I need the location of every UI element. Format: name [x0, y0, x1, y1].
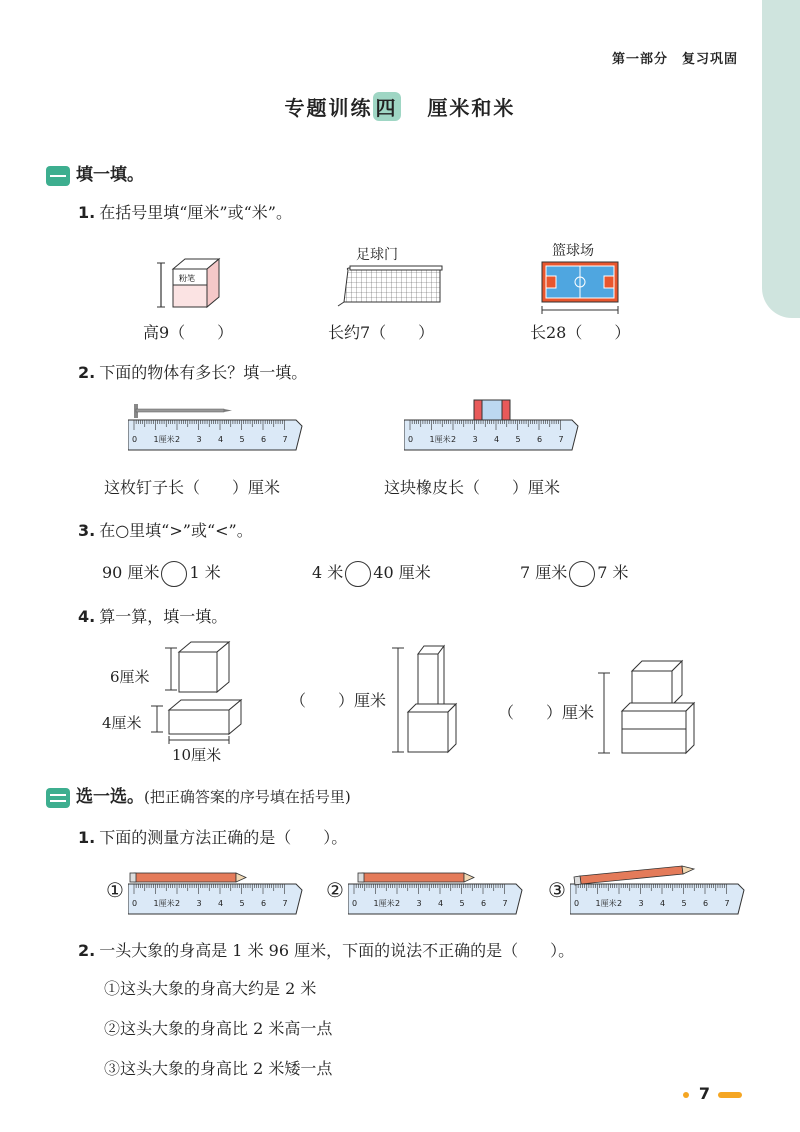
compare-left: 90 厘米 — [102, 563, 160, 582]
ruler-tick-label: 1厘米 — [595, 899, 617, 908]
ruler-tick-label: 2 — [617, 899, 623, 908]
ruler-option-2 — [348, 862, 523, 922]
answer-stack-2: （ ）厘米 — [290, 691, 387, 710]
label-4cm: 4厘米 — [102, 714, 142, 732]
choice-1: ①这头大象的身高大约是 2 米 — [104, 979, 317, 998]
ruler-tick-label: 1厘米 — [153, 899, 175, 908]
q-text: 下面的测量方法正确的是（ ）。 — [99, 828, 348, 847]
ruler-tick-label: 3 — [196, 899, 202, 908]
compare-left: 4 米 — [312, 563, 344, 582]
stack-figure-3 — [598, 655, 698, 755]
option-2: ② — [326, 878, 344, 902]
ruler-tick-label: 1厘米 — [373, 899, 395, 908]
stack-figure-2 — [392, 640, 467, 755]
title-number: 四 — [373, 92, 401, 121]
compare-left: 7 厘米 — [520, 563, 568, 582]
ruler-tick-label: 6 — [261, 899, 267, 908]
page-title — [0, 92, 800, 121]
ruler-tick-label: 5 — [681, 899, 687, 908]
answer-goal: 长约7（ ） — [328, 323, 435, 342]
part2-heading — [46, 782, 351, 808]
option-3: ③ — [548, 878, 566, 902]
ruler-tick-label: 3 — [416, 899, 422, 908]
ruler-tick-label: 7 — [282, 435, 288, 444]
ruler-tick-label: 0 — [574, 899, 580, 908]
ruler-tick-label: 0 — [352, 899, 358, 908]
answer-nail: 这枚钉子长（ ）厘米 — [104, 478, 281, 497]
ruler-tick-label: 4 — [660, 899, 666, 908]
ruler-tick-label: 7 — [282, 899, 288, 908]
ruler-tick-label: 3 — [196, 435, 202, 444]
page-footer — [683, 1084, 742, 1103]
q1-1 — [78, 200, 292, 223]
ruler-tick-label: 4 — [494, 435, 500, 444]
ruler-tick-label: 2 — [451, 435, 457, 444]
ruler-tick-label: 0 — [408, 435, 414, 444]
ruler-option-3 — [570, 862, 745, 922]
ruler-tick-label: 0 — [132, 435, 138, 444]
compare-item — [312, 560, 431, 587]
page-bar — [718, 1092, 742, 1098]
compare-item — [520, 560, 629, 587]
q-number: 1. — [78, 203, 96, 222]
page-dot — [683, 1092, 689, 1098]
ruler-tick-label: 4 — [218, 899, 224, 908]
q2-2 — [78, 938, 574, 961]
compare-right: 1 米 — [189, 563, 221, 582]
label-6cm: 6厘米 — [110, 668, 150, 686]
ruler-tick-label: 3 — [638, 899, 644, 908]
ruler-tick-label: 2 — [175, 899, 181, 908]
q-text: 在括号里填“厘米”或“米”。 — [99, 203, 292, 222]
choice-2: ②这头大象的身高比 2 米高一点 — [104, 1019, 333, 1038]
box-label: 粉笔 — [179, 274, 195, 283]
part1-badge — [46, 166, 70, 186]
ruler-tick-label: 5 — [239, 435, 245, 444]
ruler-tick-label: 2 — [395, 899, 401, 908]
part2-title: 选一选。 — [76, 787, 144, 807]
ruler-tick-label: 1厘米 — [429, 435, 451, 444]
q1-3 — [78, 518, 253, 541]
part2-note: (把正确答案的序号填在括号里) — [144, 788, 351, 806]
compare-circle[interactable] — [161, 561, 187, 587]
q1-2 — [78, 360, 307, 383]
answer-court: 长28（ ） — [530, 323, 631, 342]
compare-item — [102, 560, 221, 587]
ruler-tick-label: 3 — [472, 435, 478, 444]
compare-right: 40 厘米 — [373, 563, 431, 582]
compare-circle[interactable] — [569, 561, 595, 587]
goal-figure — [336, 262, 446, 317]
q-text: 在○里填“>”或“<”。 — [99, 521, 253, 540]
ruler-tick-label: 5 — [459, 899, 465, 908]
page-number: 7 — [698, 1084, 710, 1103]
ruler-tick-label: 7 — [502, 899, 508, 908]
ruler-tick-label: 6 — [703, 899, 709, 908]
q1-4 — [78, 604, 227, 627]
q-number: 4. — [78, 607, 96, 626]
choice-3: ③这头大象的身高比 2 米矮一点 — [104, 1059, 333, 1078]
ruler-tick-label: 5 — [239, 899, 245, 908]
ruler-eraser-figure — [404, 398, 579, 458]
q-number: 2. — [78, 363, 96, 382]
ruler-tick-label: 6 — [537, 435, 543, 444]
ruler-tick-label: 7 — [724, 899, 730, 908]
goal-label: 足球门 — [356, 247, 398, 263]
q-number: 1. — [78, 828, 96, 847]
chalk-box-figure — [155, 255, 225, 320]
compare-right: 7 米 — [597, 563, 629, 582]
option-1: ① — [106, 878, 124, 902]
q-number: 3. — [78, 521, 96, 540]
part1-heading — [46, 160, 144, 186]
ruler-nail-figure — [128, 398, 303, 458]
court-label: 篮球场 — [552, 243, 594, 259]
answer-stack-3: （ ）厘米 — [498, 703, 595, 722]
label-10cm: 10厘米 — [172, 746, 222, 764]
ruler-option-1 — [128, 862, 303, 922]
court-figure — [538, 258, 623, 320]
ruler-tick-label: 5 — [515, 435, 521, 444]
ruler-tick-label: 4 — [438, 899, 444, 908]
ruler-tick-label: 1厘米 — [153, 435, 175, 444]
q-text: 算一算，填一填。 — [99, 607, 228, 626]
q-number: 2. — [78, 941, 96, 960]
title-topic: 厘米和米 — [427, 96, 516, 120]
answer-chalk: 高9（ ） — [143, 323, 234, 342]
q-text: 一头大象的身高是 1 米 96 厘米，下面的说法不正确的是（ ）。 — [99, 941, 575, 960]
part1-title: 填一填。 — [76, 165, 144, 185]
q-text: 下面的物体有多长？填一填。 — [99, 363, 308, 382]
ruler-tick-label: 6 — [261, 435, 267, 444]
answer-eraser: 这块橡皮长（ ）厘米 — [384, 478, 561, 497]
compare-circle[interactable] — [345, 561, 371, 587]
title-prefix: 专题训练 — [284, 96, 373, 120]
q2-1 — [78, 825, 347, 848]
ruler-tick-label: 2 — [175, 435, 181, 444]
ruler-tick-label: 6 — [481, 899, 487, 908]
ruler-tick-label: 4 — [218, 435, 224, 444]
section-label: 第一部分 复习巩固 — [611, 52, 738, 67]
ruler-tick-label: 7 — [558, 435, 564, 444]
part2-badge — [46, 788, 70, 808]
side-tab — [762, 0, 800, 318]
ruler-tick-label: 0 — [132, 899, 138, 908]
